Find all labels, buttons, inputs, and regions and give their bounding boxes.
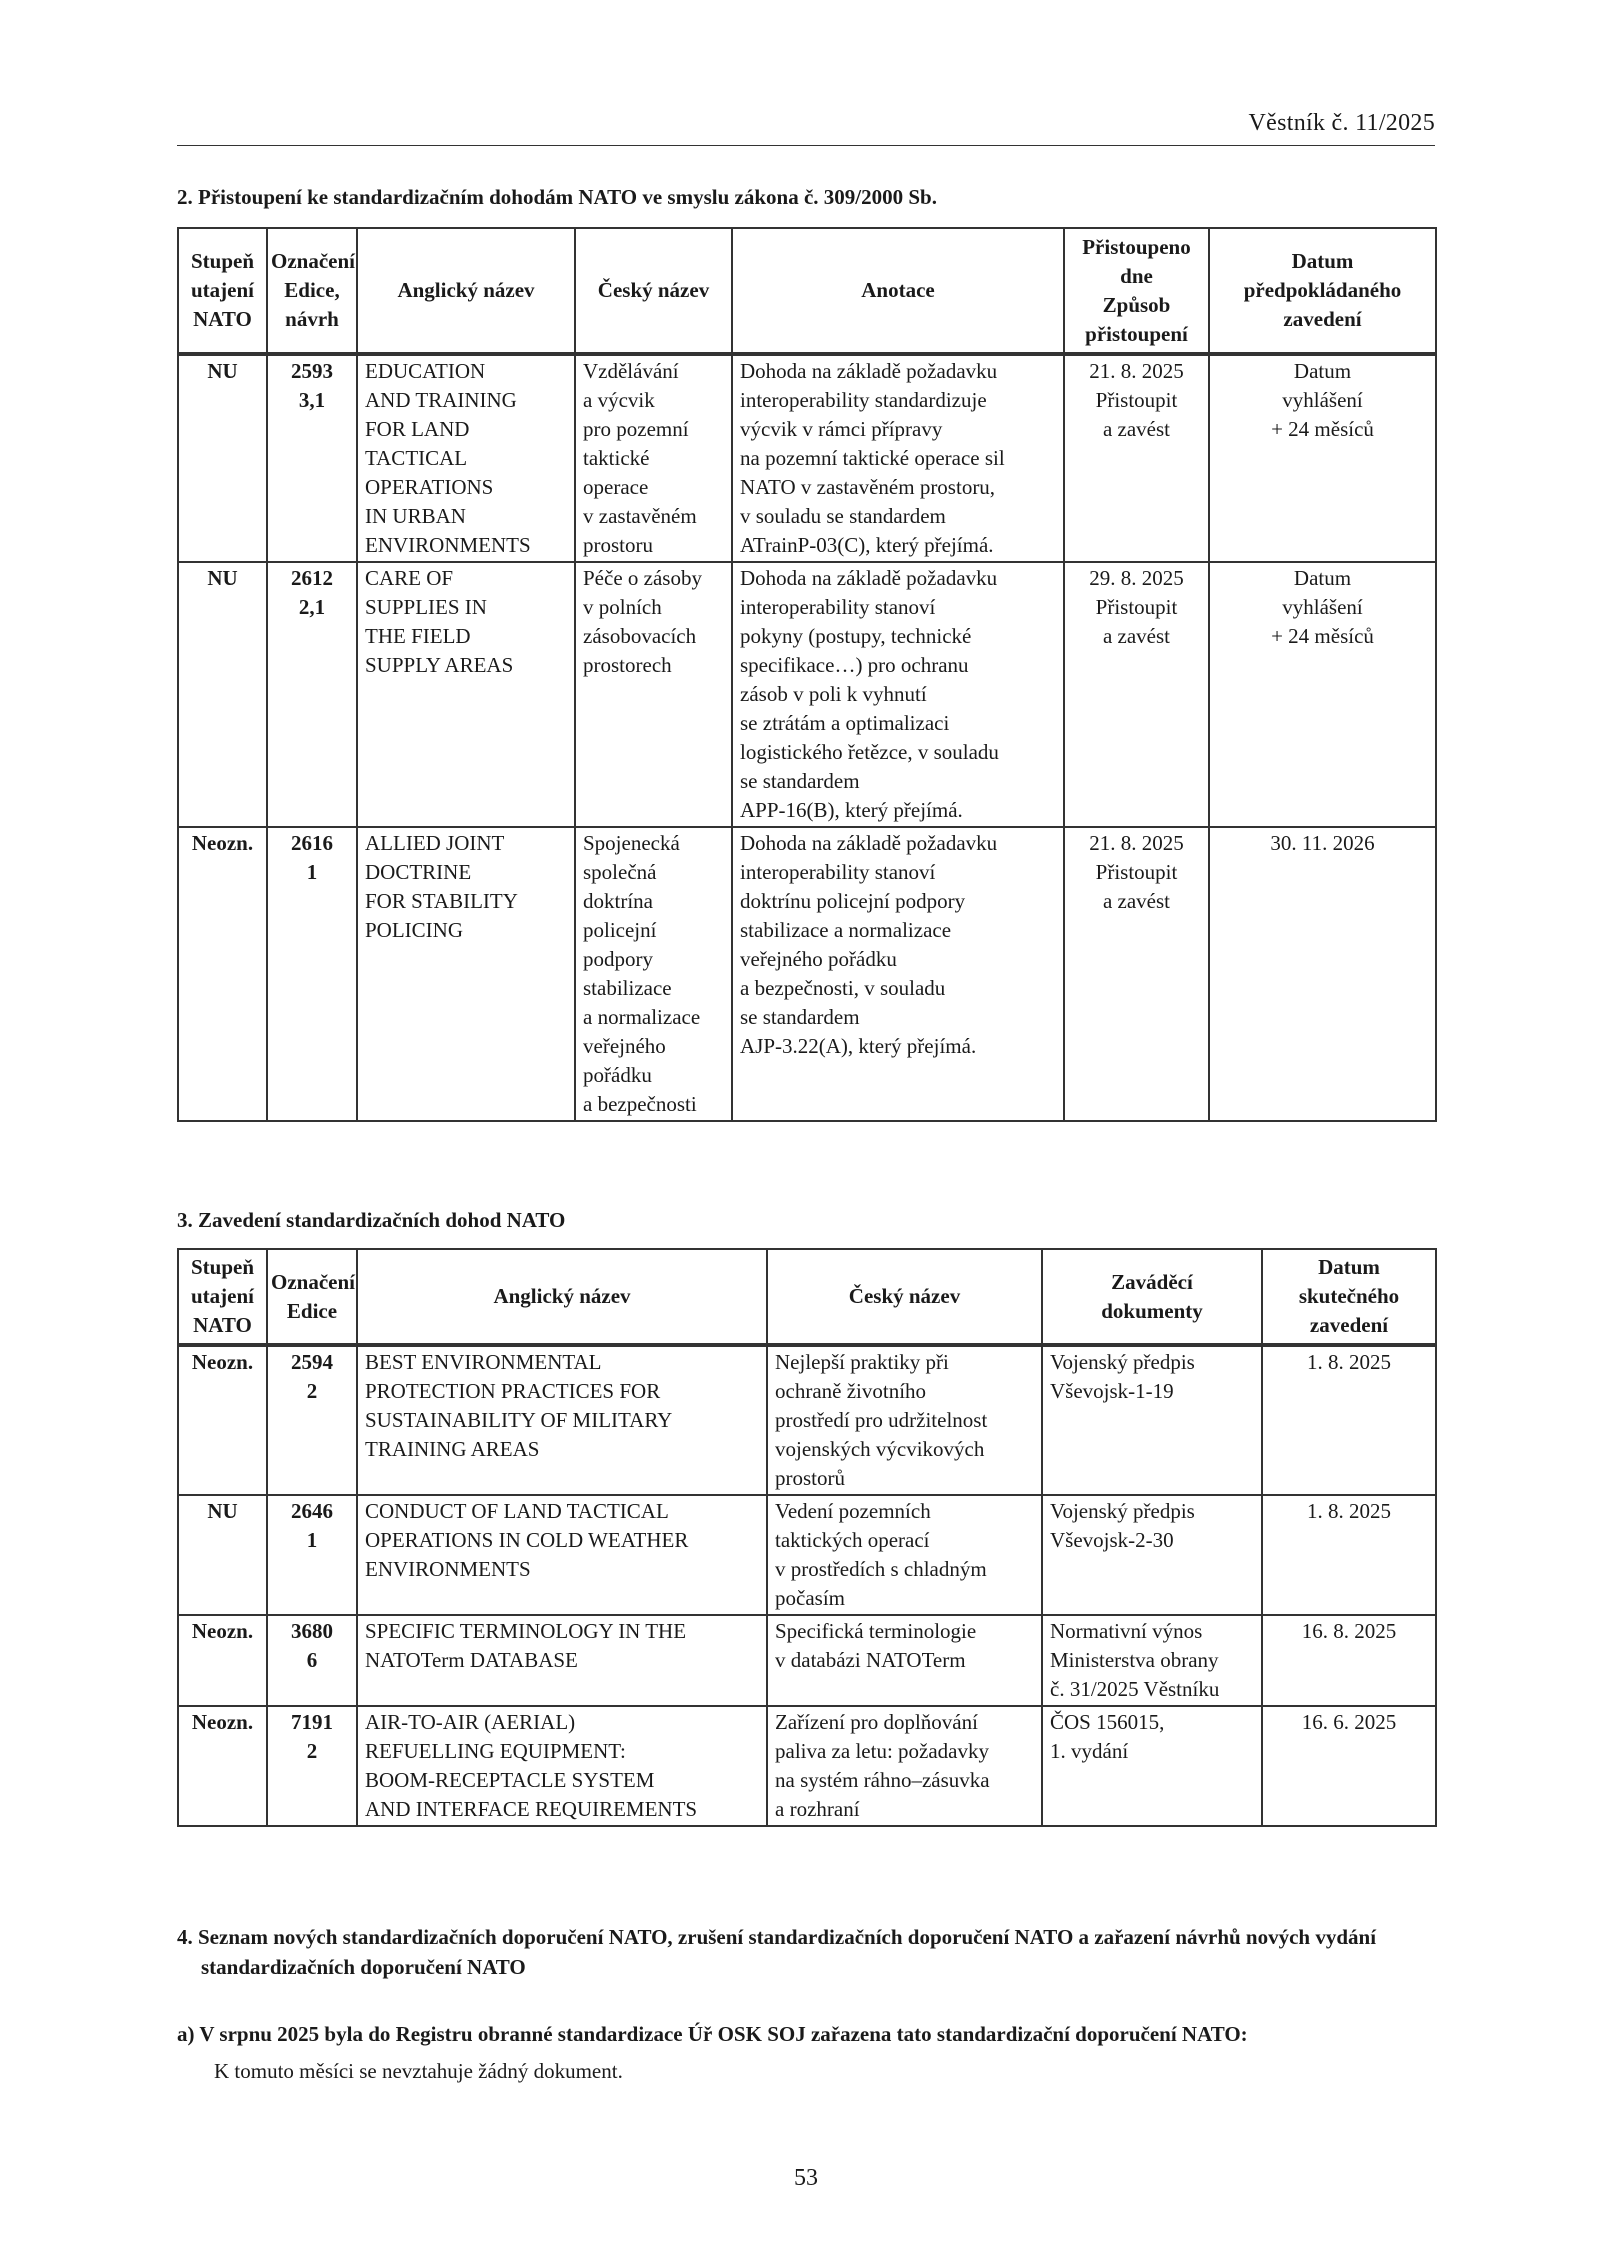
col-header-acceded: Přistoupeno dne Způsob přistoupení — [1064, 228, 1209, 354]
cell-czech: Vzdělávání a výcvik pro pozemní taktické operace v zastavěném prostoru — [575, 354, 732, 562]
table-header-row — [178, 1249, 1436, 1345]
cell-annotation: Dohoda na základě požadavku interoperability standardizuje výcvik v rámci přípravy na pozemní taktické operace sil NATO v zastavěném prostoru, v souladu se standardem ATrainP-03(C), který přejímá. — [732, 354, 1064, 562]
col-header-designation: Označení Edice, návrh — [267, 228, 357, 354]
table-row — [178, 1615, 1436, 1706]
cell-czech: Specifická terminologie v databázi NATOTerm — [767, 1615, 1042, 1706]
cell-acceded: 29. 8. 2025 Přistoupit a zavést — [1064, 562, 1209, 827]
cell-designation: 2612 2,1 — [267, 562, 357, 827]
journal-header: Věstník č. 11/2025 — [1248, 110, 1435, 136]
col-header-czech: Český název — [575, 228, 732, 354]
cell-level: NU — [178, 354, 267, 562]
cell-documents: Vojenský předpis Vševojsk-2-30 — [1042, 1495, 1262, 1615]
header-rule — [177, 145, 1435, 146]
cell-documents: Normativní výnos Ministerstva obrany č. 31/2025 Věstníku — [1042, 1615, 1262, 1706]
cell-level: Neozn. — [178, 827, 267, 1121]
cell-czech: Zařízení pro doplňování paliva za letu: požadavky na systém ráhno–zásuvka a rozhraní — [767, 1706, 1042, 1826]
cell-designation: 2616 1 — [267, 827, 357, 1121]
table-row — [178, 562, 1436, 827]
table-row — [178, 1345, 1436, 1495]
col-header-level: Stupeň utajení NATO — [178, 228, 267, 354]
cell-designation: 2646 1 — [267, 1495, 357, 1615]
col-header-czech: Český název — [767, 1249, 1042, 1345]
cell-english: CARE OF SUPPLIES IN THE FIELD SUPPLY AREAS — [357, 562, 575, 827]
section2-title: 2. Přistoupení ke standardizačním dohodám NATO ve smyslu zákona č. 309/2000 Sb. — [177, 185, 937, 209]
accession-table — [177, 227, 1437, 1122]
col-header-date: Datum skutečného zavedení — [1262, 1249, 1436, 1345]
cell-date: 16. 8. 2025 — [1262, 1615, 1436, 1706]
col-header-english: Anglický název — [357, 228, 575, 354]
cell-english: ALLIED JOINT DOCTRINE FOR STABILITY POLICING — [357, 827, 575, 1121]
col-header-documents: Zaváděcí dokumenty — [1042, 1249, 1262, 1345]
col-header-annotation: Anotace — [732, 228, 1064, 354]
implementation-table — [177, 1248, 1437, 1827]
cell-english: AIR-TO-AIR (AERIAL) REFUELLING EQUIPMENT: BOOM-RECEPTACLE SYSTEM AND INTERFACE REQUIREMENTS — [357, 1706, 767, 1826]
cell-date: 16. 6. 2025 — [1262, 1706, 1436, 1826]
cell-designation: 2593 3,1 — [267, 354, 357, 562]
table-row — [178, 1706, 1436, 1826]
col-header-expected: Datum předpokládaného zavedení — [1209, 228, 1436, 354]
section4-title: 4. Seznam nových standardizačních doporučení NATO, zrušení standardizačních doporučení NATO a zařazení návrhů nových vydání standardizačních doporučení NATO — [177, 1925, 1377, 1979]
cell-czech: Vedení pozemních taktických operací v prostředích s chladným počasím — [767, 1495, 1042, 1615]
cell-designation: 3680 6 — [267, 1615, 357, 1706]
col-header-designation: Označení Edice — [267, 1249, 357, 1345]
cell-date: 1. 8. 2025 — [1262, 1495, 1436, 1615]
cell-acceded: 21. 8. 2025 Přistoupit a zavést — [1064, 827, 1209, 1121]
col-header-english: Anglický název — [357, 1249, 767, 1345]
col-header-level: Stupeň utajení NATO — [178, 1249, 267, 1345]
cell-annotation: Dohoda na základě požadavku interoperability stanoví doktrínu policejní podpory stabilizace a normalizace veřejného pořádku a bezpečnosti, v souladu se standardem AJP-3.22(A), který přejímá. — [732, 827, 1064, 1121]
table-row — [178, 1495, 1436, 1615]
cell-expected: Datum vyhlášení + 24 měsíců — [1209, 562, 1436, 827]
cell-designation: 2594 2 — [267, 1345, 357, 1495]
cell-acceded: 21. 8. 2025 Přistoupit a zavést — [1064, 354, 1209, 562]
cell-english: CONDUCT OF LAND TACTICAL OPERATIONS IN COLD WEATHER ENVIRONMENTS — [357, 1495, 767, 1615]
cell-level: NU — [178, 1495, 267, 1615]
section4a-text: K tomuto měsíci se nevztahuje žádný dokument. — [214, 2059, 623, 2083]
page-number: 53 — [794, 2165, 818, 2191]
cell-expected: Datum vyhlášení + 24 měsíců — [1209, 354, 1436, 562]
table-row — [178, 827, 1436, 1121]
section3-title: 3. Zavedení standardizačních dohod NATO — [177, 1208, 566, 1232]
cell-date: 1. 8. 2025 — [1262, 1345, 1436, 1495]
cell-expected: 30. 11. 2026 — [1209, 827, 1436, 1121]
cell-designation: 7191 2 — [267, 1706, 357, 1826]
cell-level: Neozn. — [178, 1345, 267, 1495]
cell-documents: ČOS 156015, 1. vydání — [1042, 1706, 1262, 1826]
cell-czech: Spojenecká společná doktrína policejní podpory stabilizace a normalizace veřejného pořádku a bezpečnosti — [575, 827, 732, 1121]
table-row — [178, 354, 1436, 562]
cell-czech: Nejlepší praktiky při ochraně životního prostředí pro udržitelnost vojenských výcvikových prostorů — [767, 1345, 1042, 1495]
cell-level: Neozn. — [178, 1615, 267, 1706]
cell-annotation: Dohoda na základě požadavku interoperability stanoví pokyny (postupy, technické specifikace…) pro ochranu zásob v poli k vyhnutí se ztrátám a optimalizaci logistického řetězce, v souladu se standardem APP-16(B), který přejímá. — [732, 562, 1064, 827]
cell-english: BEST ENVIRONMENTAL PROTECTION PRACTICES FOR SUSTAINABILITY OF MILITARY TRAINING AREAS — [357, 1345, 767, 1495]
cell-level: Neozn. — [178, 1706, 267, 1826]
cell-english: EDUCATION AND TRAINING FOR LAND TACTICAL OPERATIONS IN URBAN ENVIRONMENTS — [357, 354, 575, 562]
cell-documents: Vojenský předpis Vševojsk-1-19 — [1042, 1345, 1262, 1495]
cell-czech: Péče o zásoby v polních zásobovacích prostorech — [575, 562, 732, 827]
cell-level: NU — [178, 562, 267, 827]
section4a-title: a) V srpnu 2025 byla do Registru obranné standardizace Úř OSK SOJ zařazena tato standardizační doporučení NATO: — [177, 2022, 1248, 2046]
table-header-row — [178, 228, 1436, 354]
cell-english: SPECIFIC TERMINOLOGY IN THE NATOTerm DATABASE — [357, 1615, 767, 1706]
